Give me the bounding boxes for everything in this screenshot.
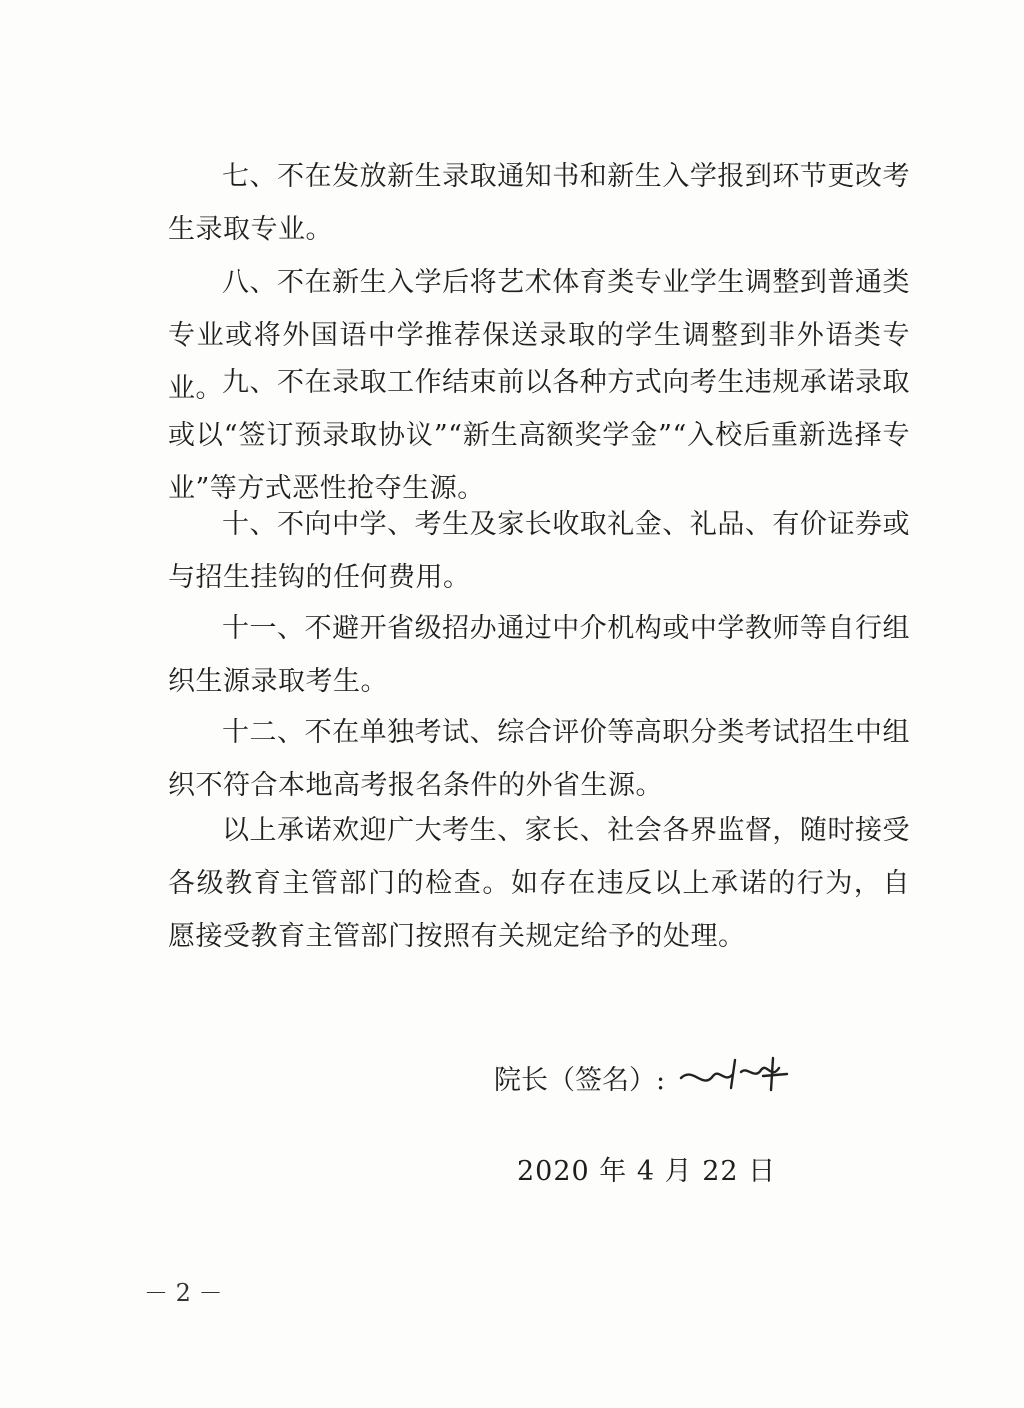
signature-line [494, 1050, 795, 1112]
closing-statement: 以上承诺欢迎广大考生、家长、社会各界监督，随时接受各级教育主管部门的检查。如存在违反以上承诺的行为，自愿接受教育主管部门按照有关规定给予的处理。 [168, 815, 910, 952]
document-date: 2020 年 4 月 22 日 [517, 1156, 777, 1187]
clause-12: 十二、不在单独考试、综合评价等高职分类考试招生中组织不符合本地高考报名条件的外省生源。 [168, 717, 910, 801]
clause-9: 九、不在录取工作结束前以各种方式向考生违规承诺录取或以“签订预录取协议”“新生高额奖学金”“入校后重新选择专业”等方式恶性抢夺生源。 [168, 367, 910, 504]
clause-11: 十一、不避开省级招办通过中介机构或中学教师等自行组织生源录取考生。 [168, 613, 910, 697]
page-number: － 2 － [144, 1279, 223, 1307]
handwritten-signature-icon [675, 1050, 795, 1112]
clause-7: 七、不在发放新生录取通知书和新生入学报到环节更改考生录取专业。 [168, 161, 910, 245]
clause-8: 八、不在新生入学后将艺术体育类专业学生调整到普通类专业或将外国语中学推荐保送录取的学生调整到非外语类专业。 [168, 267, 910, 404]
clause-10: 十、不向中学、考生及家长收取礼金、礼品、有价证券或与招生挂钩的任何费用。 [168, 509, 910, 593]
signature-label: 院长（签名）: [494, 1065, 666, 1096]
